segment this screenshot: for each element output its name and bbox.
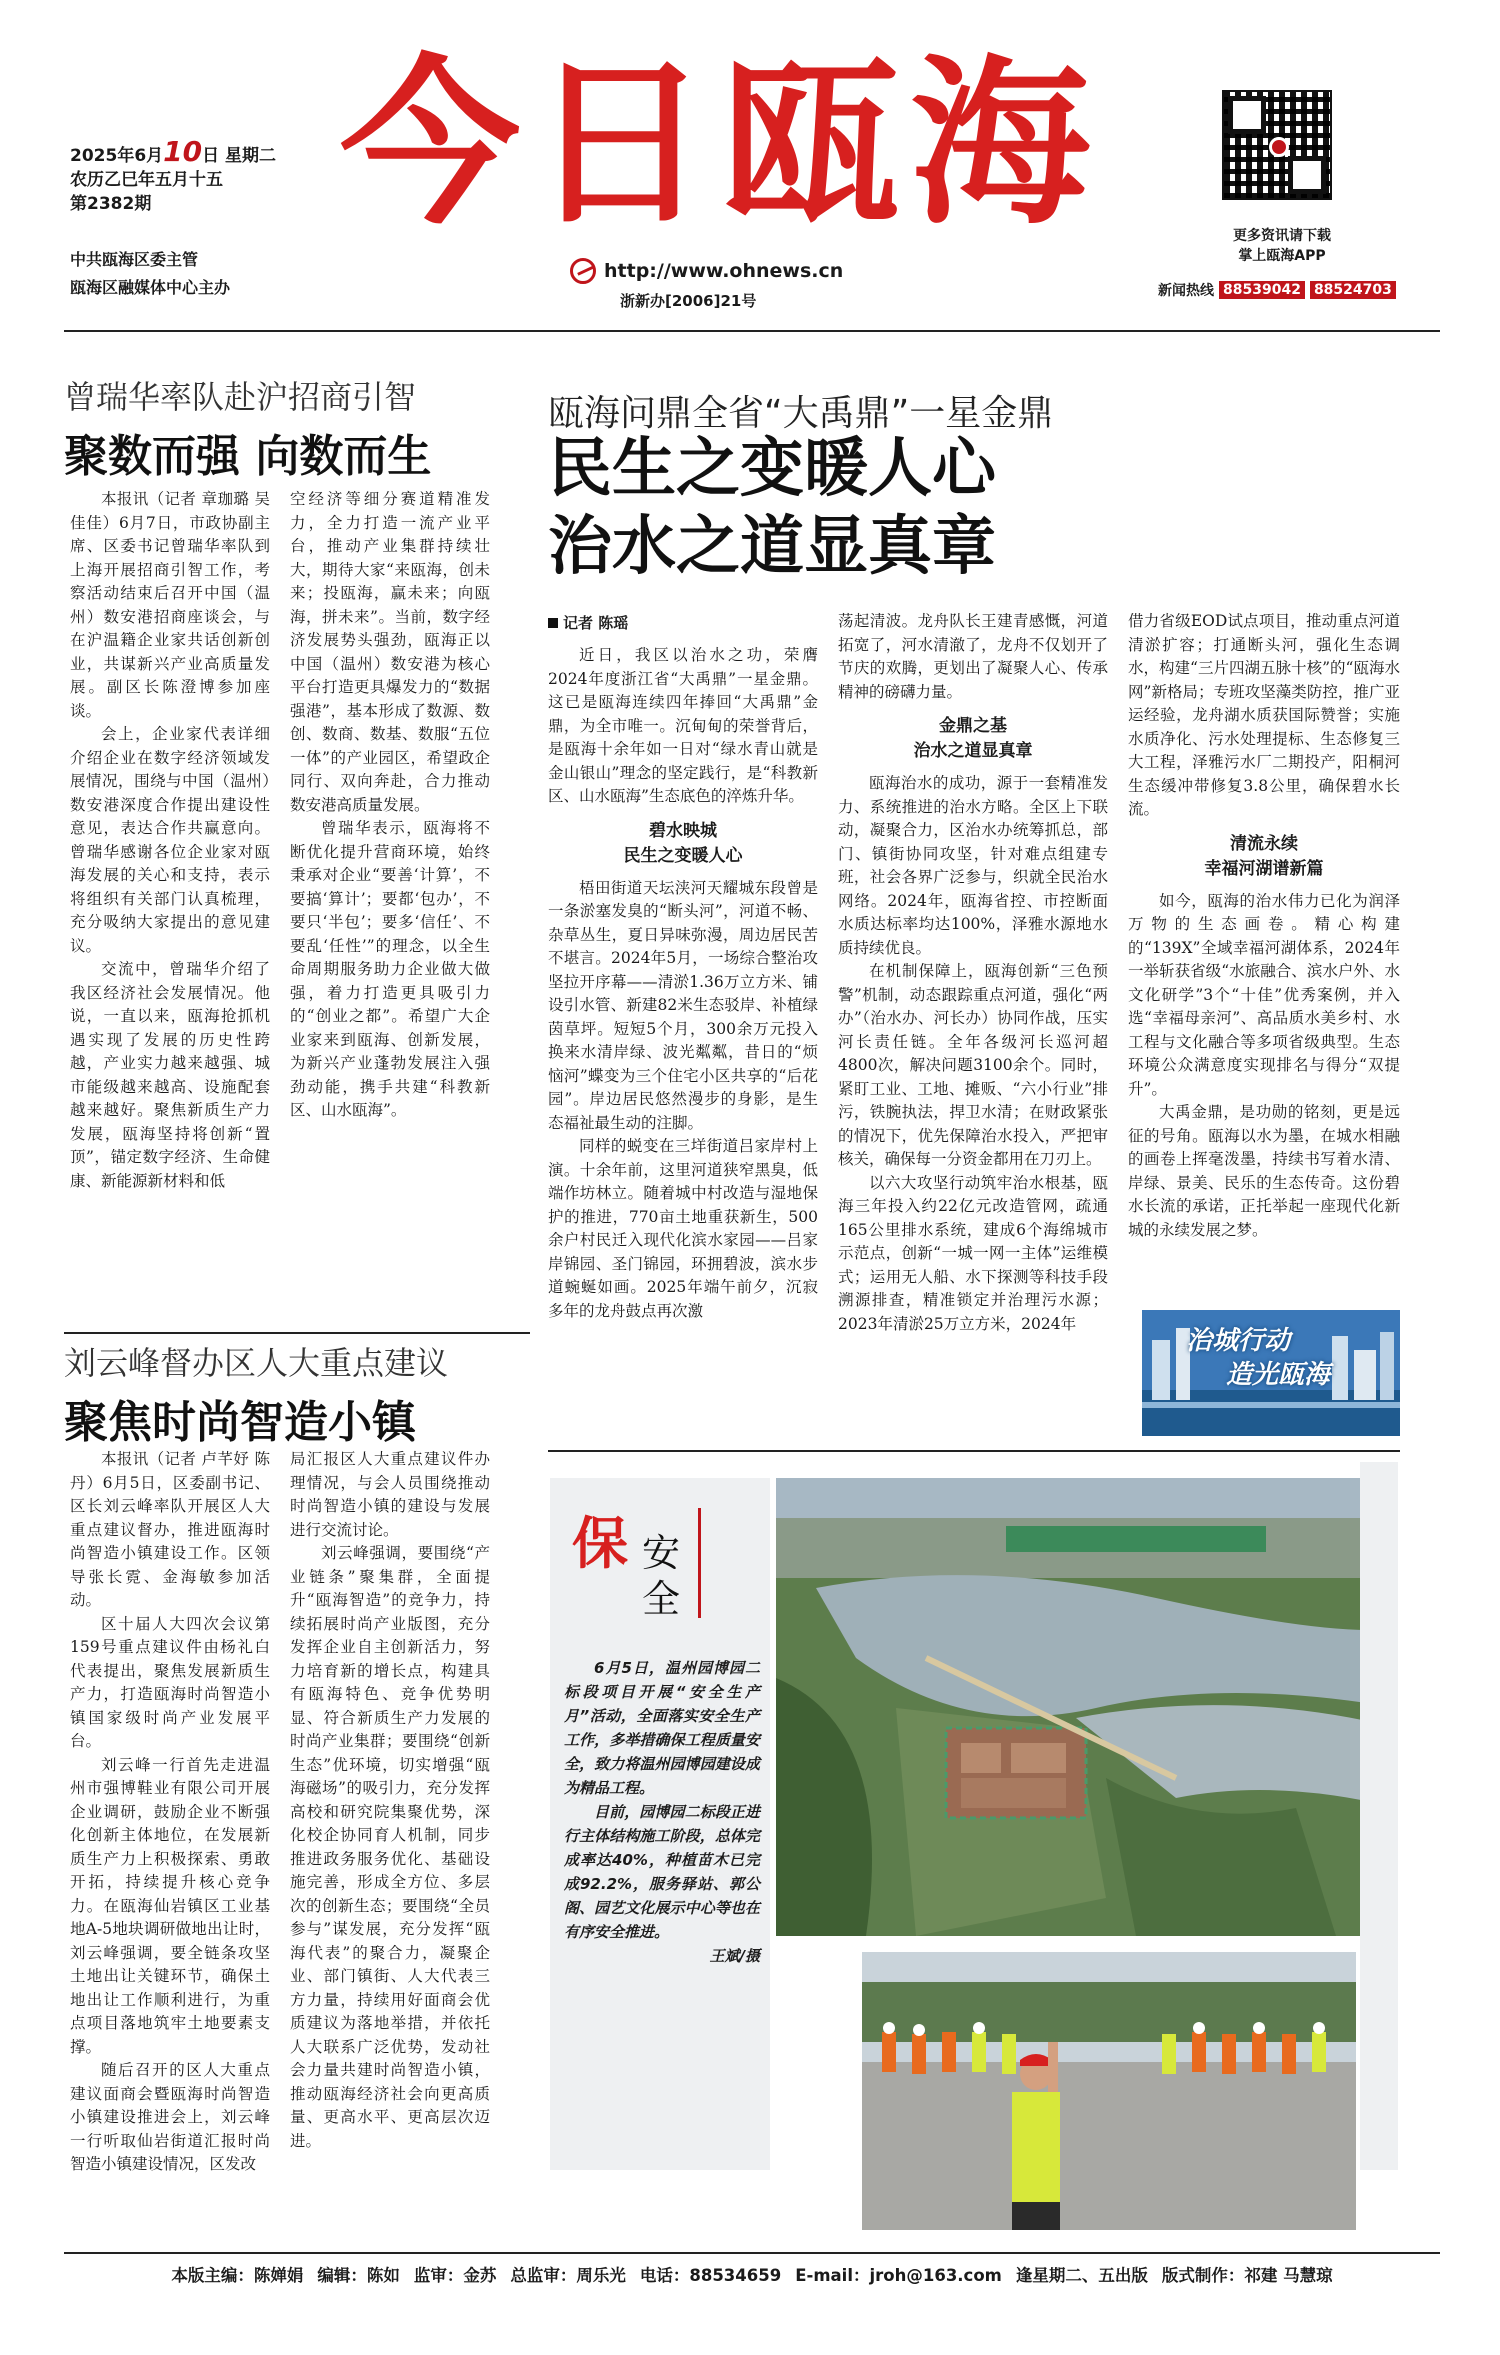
globe-icon xyxy=(570,258,596,284)
main-kicker: 瓯海问鼎全省“大禹鼎”一星金鼎 xyxy=(548,393,1054,434)
main-column-3: 借力省级EOD试点项目，推动重点河道清淤扩容；打通断头河，强化生态调水，构建“三片四湖五脉十核”的“瓯海水网”新格局；专班攻坚藻类防控，推广亚运经验，龙舟湖水质获国际赞誉；实施水质净化、污水处理提标、生态修复三大工程，泽雅污水厂二期投产，阳桐河生态缓冲带修复3.8公里，确保碧水长流。 清流永续 幸福河湖谱新篇 如今，瓯海的治水伟力已化为润泽万物的生态画卷。精心构建的“139X”全域幸福河湖体系，2024年一举斩获省级“水旅融合、滨水户外、水文化研学”3个“十佳”优秀案例，并入选“幸福母亲河”、高品质水美乡村、水工程与文化融合等多项省级典型。生态环境公众满意度实现排名与得分“双提升”。 大禹金鼎，是功勋的铭刻，更是远征的号角。瓯海以水为墨，在城水相融的画卷上挥毫泼墨，持续书写着水清、岸绿、景美、民乐的生态传奇。这份碧水长流的承诺，正托举起一座现代化新城的永续发展之梦。 xyxy=(1128,612,1400,1239)
website-url[interactable]: http://www.ohnews.cn xyxy=(604,260,844,282)
safety-title-big: 保 xyxy=(572,1512,628,1577)
footer-reviewer: 监审：金苏 xyxy=(413,2266,497,2285)
footer-email[interactable]: E-mail：jroh@163.com xyxy=(795,2266,1002,2285)
safety-title-bar xyxy=(698,1508,701,1618)
safety-side-panel xyxy=(1360,1462,1398,2170)
byline-square-icon xyxy=(548,618,558,628)
issue-number: 第2382期 xyxy=(70,194,152,214)
story1-column-1: 本报讯（记者 章珈璐 吴佳佳）6月7日，市政协副主席、区委书记曾瑞华率队到上海开展招商引智工作，考察活动结束后召开中国（温州）数安港招商座谈会，与在沪温籍企业家共话创新创业，共谋新兴产业高质量发展。副区长陈澄博参加座谈。 会上，企业家代表详细介绍企业在数字经济领域发展情况，围绕与中国（温州）数安港深度合作提出建设性意见，表达合作共赢意向。曾瑞华感谢各位企业家对瓯海发展的关心和支持，表示将组织有关部门认真梳理，充分吸纳大家提出的意见建议。 交流中，曾瑞华介绍了我区经济社会发展情况。他说，一直以来，瓯海抢抓机遇实现了发展的历史性跨越，产业实力越来越强、城市能级越来越高、设施配套越来越好。聚焦新质生产力发展，瓯海坚持将创新“置顶”，锚定数字经济、生命健康、新能源新材料和低 xyxy=(70,490,270,1190)
publish-date: 2025年6月10日 星期二 xyxy=(70,135,277,168)
license-number: 浙新办[2006]21号 xyxy=(620,292,757,310)
story1-divider xyxy=(64,1332,530,1334)
story2-headline: 聚焦时尚智造小镇 xyxy=(64,1397,416,1448)
main-divider xyxy=(548,1450,1400,1452)
main-column-1: 近日，我区以治水之功，荣膺2024年度浙江省“大禹鼎”一星金鼎。这已是瓯海连续四年捧回“大禹鼎”金鼎，为全市唯一。沉甸甸的荣誉背后，是瓯海十余年如一日对“绿水青山就是金山银山”理念的坚定践行，是“科教新区、山水瓯海”生态底色的淬炼升华。 碧水映城 民生之变暖人心 梧田街道天坛浃河天耀城东段曾是一条淤塞发臭的“断头河”，河道不畅、杂草丛生，夏日异味弥漫，周边居民苦不堪言。2024年5月，一场综合整治攻坚拉开序幕——清淤1.36万立方米、铺设引水管、新建82米生态驳岸、补植绿茵草坪。短短5个月，300余万元投入换来水清岸绿、波光粼粼，昔日的“烦恼河”蝶变为三个住宅小区共享的“后花园”。岸边居民悠然漫步的身影，是生态福祉最生动的注脚。 同样的蜕变在三垟街道吕家岸村上演。十余年前，这里河道狭窄黑臭，低端作坊林立。随着城中村改造与湿地保护的推进，770亩土地重获新生，500余户村民迁入现代化滨水家园——吕家岸锦园、圣门锦园，环拥碧波，滨水步道蜿蜒如画。2025年端午前夕，沉寂多年的龙舟鼓点再次激 xyxy=(548,646,818,1320)
story1-kicker: 曾瑞华率队赴沪招商引智 xyxy=(64,378,417,416)
footer-editor: 编辑：陈如 xyxy=(317,2266,400,2285)
main-byline: 记者 陈瑶 xyxy=(548,612,628,633)
newspaper-logo: 今日瓯海 xyxy=(340,40,1101,249)
hotline-number-2: 88524703 xyxy=(1310,281,1396,299)
safety-title-small: 安全 xyxy=(642,1531,681,1621)
safety-sidebar xyxy=(550,1478,770,2170)
page-footer xyxy=(64,2252,1440,2286)
news-hotline: 新闻热线 88539042 88524703 xyxy=(1158,280,1396,300)
story2-column-2: 局汇报区人大重点建议件办理情况，与会人员围绕推动时尚智造小镇的建设与发展进行交流讨论。 刘云峰强调，要围绕“产业链条”聚集群，全面提升“瓯海智造”的竞争力，持续拓展时尚产业版图，充分发挥企业自主创新活力，努力培育新的增长点，构建具有瓯海特色、竞争优势明显、符合新质生产力发展的时尚产业集群；要围绕“创新生态”优环境，切实增强“瓯海磁场”的吸引力，充分发挥高校和研究院集聚优势，深化校企协同育人机制，同步推进政务服务优化、基础设施完善，形成全方位、多层次的创新生态；要围绕“全员参与”谋发展，充分发挥“瓯海代表”的聚合力，凝聚企业、部门镇街、人大代表三方力量，持续用好面商会优质建议为落地举措，并依托人大联系广泛优势，发动社会力量共建时尚智造小镇，推动瓯海经济社会向更高质量、更高水平、更高层次迈进。 xyxy=(290,1450,490,2150)
main-subhead-3: 清流永续 幸福河湖谱新篇 xyxy=(1204,833,1324,879)
lunar-date: 农历乙巳年五月十五 xyxy=(70,170,223,190)
story2-column-1: 本报讯（记者 卢芊妤 陈丹）6月5日，区委副书记、区长刘云峰率队开展区人大重点建议督办，推进瓯海时尚智造小镇建设工作。区领导张长霓、金海敏参加活动。 区十届人大四次会议第159号重点建议件由杨礼白代表提出，聚焦发展新质生产力，打造瓯海时尚智造小镇国家级时尚产业发展平台。 刘云峰一行首先走进温州市强博鞋业有限公司开展企业调研，鼓励企业不断强化创新主体地位，在发展新质生产力上积极探索、勇敢开拓，持续提升核心竞争力。在瓯海仙岩镇区工业基地A-5地块调研做地出让时，刘云峰强调，要全链条攻坚土地出让关键环节，确保土地出让工作顺利进行，为重点项目落地筑牢土地要素支撑。 随后召开的区人大重点建议面商会暨瓯海时尚智造小镇建设推进会上，刘云峰一行听取仙岩街道汇报时尚智造小镇建设情况，区发改 xyxy=(70,1450,270,2173)
masthead xyxy=(0,0,1500,330)
footer-phone: 电话：88534659 xyxy=(639,2266,782,2285)
hotline-number-1: 88539042 xyxy=(1219,281,1305,299)
safety-caption: 6月5日，温州园博园二标段项目开展“安全生产月”活动，全面落实安全生产工作，多举措确保工程质量安全，致力将温州园博园建设成为精品工程。 目前，园博园二标段正进行主体结构施工阶段，总体完成率达40%，种植苗木已完成92.2%，服务驿站、郭公阁、园艺文化展示中心等也在有序安全推进。 王斌/摄 xyxy=(564,1656,760,1968)
main-column-2: 荡起清波。龙舟队长王建青感慨，河道拓宽了，河水清澈了，龙舟不仅划开了节庆的欢腾，更划出了凝聚人心、传承精神的磅礴力量。 金鼎之基 治水之道显真章 瓯海治水的成功，源于一套精准发力、系统推进的治水方略。全区上下联动，凝聚合力，区治水办统筹抓总，部门、镇街协同攻坚，针对难点组建专班，社会各界广泛参与，织就全民治水网络。2024年，瓯海省控、市控断面水质达标率均达100%，泽雅水源地水质持续优良。 在机制保障上，瓯海创新“三色预警”机制，动态跟踪重点河道，强化“两办”（治水办、河长办）协同作战，压实河长责任链。全年各级河长巡河超4800次，解决问题3100余个。同时，紧盯工业、工地、摊贩、“六小行业”排污，铁腕执法，捍卫水清；在财政紧张的情况下，优先保障治水投入，严把审核关，确保每一分资金都用在刀刃上。 以六大攻坚行动筑牢治水根基，瓯海三年投入约22亿元改造管网，疏通165公里排水系统，建成6个海绵城市示范点，创新“一城一网一主体”运维模式；运用无人船、水下探测等科技手段溯源排查，精准锁定并治理污水源；2023年清淤25万立方米，2024年 xyxy=(838,612,1108,1333)
footer-editor-in-chief: 本版主编：陈婵娟 xyxy=(171,2266,304,2285)
campaign-banner-text: 治城行动 造光瓯海 xyxy=(1186,1326,1331,1390)
sponsor-org: 瓯海区融媒体中心主办 xyxy=(70,278,231,297)
app-download-note: 更多资讯请下载 掌上瓯海APP xyxy=(1233,228,1331,264)
story1-column-2: 空经济等细分赛道精准发力，全力打造一流产业平台，推动产业集群持续壮大，期待大家“来瓯海，创未来；投瓯海，赢未来；向瓯海，拼未来”。当前，数字经济发展势头强劲，瓯海正以中国（温州）数安港为核心平台打造更具爆发力的“数据强港”，基本形成了数源、数创、数商、数基、数服“五位一体”的产业园区，希望政企同行、双向奔赴，合力推动数安港高质量发展。 曾瑞华表示，瓯海将不断优化提升营商环境，始终秉承对企业“要善‘计算’，不要搞‘算计’；要都‘包办’，不要只‘半包’；要多‘信任’、不要乱‘任性’”的理念，以全生命周期服务助力企业做大做强，着力打造更具吸引力的“创业之都”。希望广大企业家来到瓯海、创新发展，为新兴产业蓬勃发展注入强劲动能，携手共建“科教新区、山水瓯海”。 xyxy=(290,490,490,1119)
main-subhead-1: 碧水映城 民生之变暖人心 xyxy=(623,820,743,866)
campaign-banner-image xyxy=(1142,1310,1400,1436)
story1-headline: 聚数而强 向数而生 xyxy=(64,431,432,482)
masthead-divider xyxy=(64,330,1440,332)
qr-code[interactable] xyxy=(1222,90,1332,200)
publisher-block xyxy=(70,246,230,302)
date-block xyxy=(70,135,277,216)
footer-chief-reviewer: 总监审：周乐光 xyxy=(510,2266,626,2285)
story2-kicker: 刘云峰督办区人大重点建议 xyxy=(64,1344,449,1382)
date-day: 10 xyxy=(163,135,203,168)
footer-layout: 版式制作：祁建 马慧琼 xyxy=(1161,2266,1333,2285)
supervisor-org: 中共瓯海区委主管 xyxy=(70,250,199,269)
main-subhead-2: 金鼎之基 治水之道显真章 xyxy=(913,716,1033,761)
photo-credit: 王斌/摄 xyxy=(709,1947,760,1965)
safety-rally-photo xyxy=(862,1952,1356,2230)
aerial-park-photo xyxy=(776,1478,1398,1936)
app-logo-icon xyxy=(1269,137,1289,157)
website-link[interactable] xyxy=(570,258,843,284)
main-headline: 民生之变暖人心 治水之道显真章 xyxy=(548,431,996,584)
footer-schedule: 逢星期二、五出版 xyxy=(1015,2266,1148,2285)
